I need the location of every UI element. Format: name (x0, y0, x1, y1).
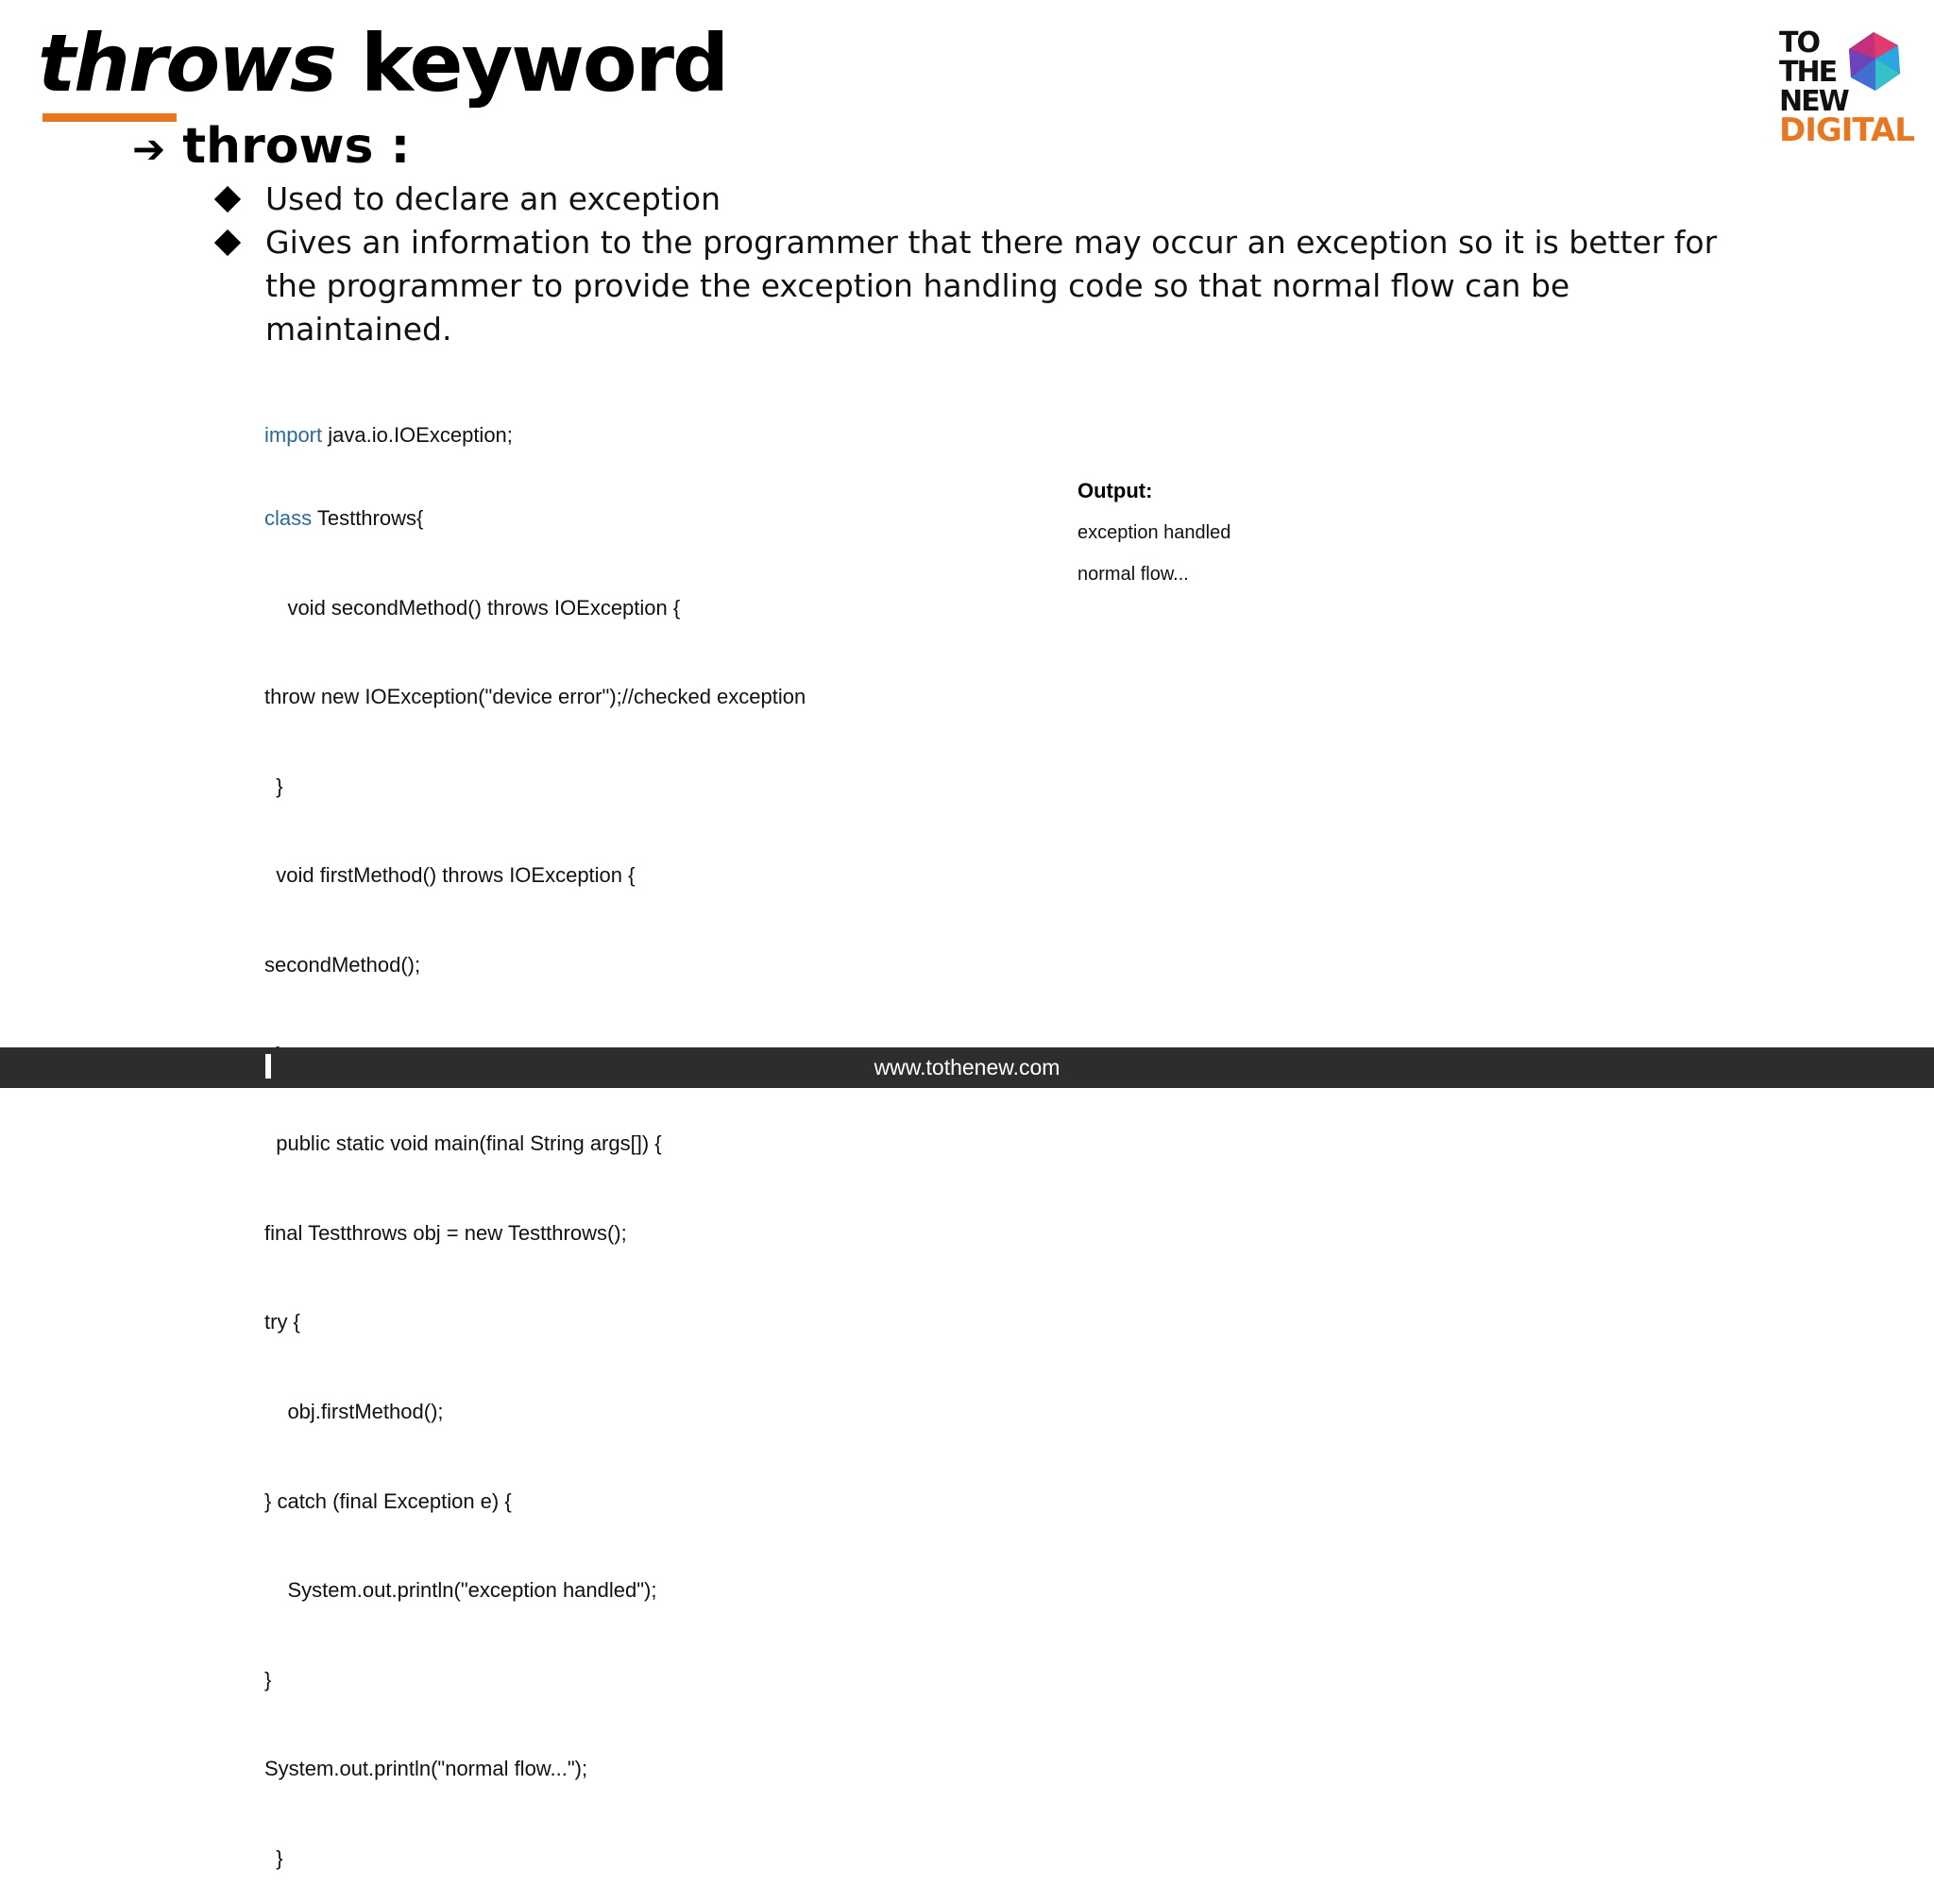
code-text: Testthrows{ (312, 506, 424, 530)
arrow-icon: ➔ (132, 126, 166, 172)
footer-bar (0, 1047, 1934, 1088)
code-line: final Testthrows obj = new Testthrows(); (264, 1220, 627, 1245)
code-line: } (264, 774, 283, 798)
output-panel (1077, 470, 1230, 595)
bullet-list (212, 178, 1761, 351)
code-line: System.out.println("exception handled"); (264, 1578, 657, 1603)
subheading-text: throws : (182, 118, 411, 175)
subheading (132, 113, 410, 182)
footer-marker (265, 1054, 271, 1079)
code-line: try { (264, 1310, 300, 1334)
code-line: void firstMethod() throws IOException { (264, 863, 636, 888)
code-line (264, 416, 806, 450)
logo-line-3: NEW (1779, 85, 1848, 118)
code-keyword: import (264, 423, 323, 447)
logo-line-1: TO (1779, 26, 1819, 60)
slide-title (38, 11, 727, 115)
output-label: Output: (1077, 479, 1153, 502)
logo-gem-icon (1843, 30, 1904, 94)
code-text: java.io.IOException; (322, 423, 513, 447)
code-keyword: class (264, 506, 313, 530)
bullet-text: Gives an information to the programmer that there may occur an exception so it is better for the programmer to provide the exception handling code so that normal flow can be maintained. (265, 224, 1718, 348)
code-line: } (264, 1667, 272, 1692)
diamond-bullet-icon (214, 186, 241, 212)
code-block (264, 366, 806, 1904)
title-italic-word: throws (38, 17, 335, 110)
code-line: void secondMethod() throws IOException { (264, 595, 681, 620)
code-line: System.out.println("normal flow..."); (264, 1757, 588, 1781)
logo-line-2: THE (1779, 56, 1837, 89)
bullet-item (212, 178, 1761, 221)
output-line: exception handled (1077, 522, 1231, 543)
footer-url[interactable]: www.tothenew.com (874, 1055, 1060, 1080)
brand-logo (1775, 26, 1914, 149)
diamond-bullet-icon (214, 230, 241, 256)
logo-line-4: DIGITAL (1779, 111, 1914, 149)
bullet-text: Used to declare an exception (265, 180, 721, 217)
code-line (264, 499, 806, 539)
code-line: } catch (final Exception e) { (264, 1488, 512, 1513)
code-line: public static void main(final String args[]) { (264, 1131, 662, 1156)
code-line: throw new IOException("device error");//checked exception (264, 685, 806, 709)
output-line: normal flow... (1077, 564, 1189, 585)
code-line: obj.firstMethod(); (264, 1399, 444, 1423)
code-line: } (264, 1845, 283, 1870)
bullet-item (212, 221, 1761, 351)
title-rest: keyword (360, 17, 728, 110)
code-line: secondMethod(); (264, 952, 421, 977)
